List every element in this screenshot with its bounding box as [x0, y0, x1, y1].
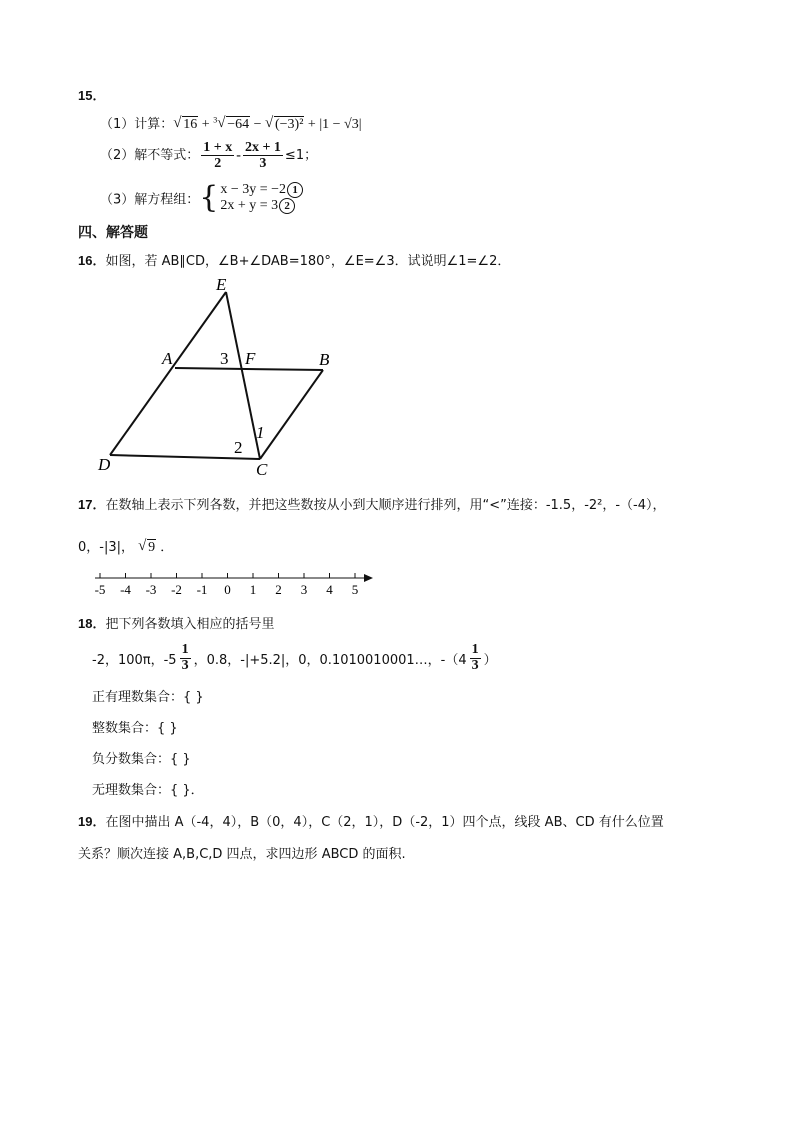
- q19-number: 19．: [78, 814, 106, 829]
- q15-part3: [100, 182, 303, 214]
- q15-part1-expression: √ 16 + $^3$ √ −64 − √ (−3)² + |1 − √3|: [173, 115, 362, 132]
- label-E: E: [216, 275, 227, 294]
- tick-label: 5: [351, 582, 359, 597]
- label-C: C: [256, 460, 268, 479]
- arrow-icon: [364, 574, 373, 582]
- label-F: F: [245, 349, 256, 368]
- tick-label: 3: [300, 582, 308, 597]
- label-B: B: [319, 350, 330, 369]
- sqrt-symbol: √ 9: [138, 538, 156, 555]
- fraction: 1 3: [471, 642, 479, 673]
- set-irrational: 无理数集合：{ }．: [92, 783, 204, 798]
- q15-part2-label: （2）解不等式：: [100, 148, 200, 164]
- q17-line2: 0，-|3|， √ 9 ．: [78, 538, 174, 555]
- set-negative-fractions: 负分数集合：{ }: [92, 752, 191, 767]
- line-BC: [260, 370, 323, 459]
- tick-label: -2: [171, 582, 182, 597]
- sqrt-symbol: √ 16: [173, 115, 198, 132]
- number-line-ticks: [95, 573, 359, 597]
- q19-line1: 19．在图中描出 A（-4，4），B（0，4），C（2，1），D（-2，1）四个点，线段 AB、CD 有什么位置: [78, 814, 664, 830]
- line-AB: [175, 368, 323, 370]
- tick-label: 4: [326, 582, 333, 597]
- q15-part2: （2）解不等式： $\frac{1 + x}{2}$ - $\frac{2x + 1}{3}$ ≤1；: [100, 140, 318, 172]
- q15-part1: [100, 113, 362, 133]
- q16-line: [78, 250, 510, 269]
- circled-number-2: 2: [279, 198, 295, 214]
- fraction: 1 3: [181, 642, 189, 673]
- fraction: $\frac{1 + x}{2}$: [203, 140, 233, 172]
- q18-line1: [78, 613, 274, 632]
- label-D: D: [98, 455, 111, 474]
- q15-part3-label: （3）解方程组：: [100, 192, 200, 208]
- q18-text: 把下列各数填入相应的括号里: [105, 617, 275, 632]
- label-A: A: [162, 349, 173, 368]
- equation-system: { x − 3y = −2 1 2x + y = 3 2: [199, 182, 303, 214]
- q19-line2: 关系？顺次连接 A,B,C,D 四点，求四边形 ABCD 的面积.: [78, 847, 406, 862]
- tick-label: 0: [224, 582, 231, 597]
- q16-number: 16．: [78, 253, 106, 268]
- q18-number-list: -2，100π，-5 1 3 ，0.8，-|+5.2|，0，0.1010010001…，-（4 1 3 ）: [92, 642, 497, 673]
- q15-part1-label: （1）计算：: [100, 117, 174, 132]
- sqrt-symbol: √ (−3)²: [265, 115, 304, 132]
- label-angle1: 1: [256, 423, 265, 442]
- q17-text: 在数轴上表示下列各数，并把这些数按从小到大顺序进行排列，用“<”连接：-1.5，-2²，-（-4），: [105, 498, 666, 513]
- q18-number: 18．: [78, 616, 106, 631]
- q16-geometry-figure: [90, 272, 350, 482]
- tick-label: 1: [249, 582, 257, 597]
- q17-line1: [78, 494, 666, 513]
- circled-number-1: 1: [287, 182, 303, 198]
- line-EC: [226, 292, 260, 459]
- q17-number: 17．: [78, 497, 106, 512]
- tick-label: -1: [196, 582, 208, 597]
- tick-label: -4: [120, 582, 131, 597]
- label-angle3: 3: [220, 349, 229, 368]
- fraction: $\frac{2x + 1}{3}$: [244, 140, 281, 172]
- q16-text: 如图，若 AB∥CD，∠B+∠DAB=180°，∠E=∠3．试说明∠1=∠2．: [105, 254, 511, 269]
- number-line: [90, 568, 380, 600]
- set-positive-rational: 正有理数集合：{ }: [92, 690, 204, 705]
- q15-number: 15．: [78, 88, 106, 103]
- tick-label: 2: [275, 582, 282, 597]
- line-DE: [110, 292, 226, 455]
- tick-label: -3: [145, 582, 157, 597]
- set-integers: 整数集合：{ }: [92, 721, 178, 736]
- label-angle2: 2: [234, 438, 243, 457]
- section-title: 四、解答题: [78, 225, 148, 241]
- q15-part2-expression: $\frac{1 + x}{2}$ - $\frac{2x + 1}{3}$: [203, 140, 281, 172]
- cube-root-symbol: √ −64: [217, 115, 250, 132]
- tick-label: -5: [94, 582, 106, 597]
